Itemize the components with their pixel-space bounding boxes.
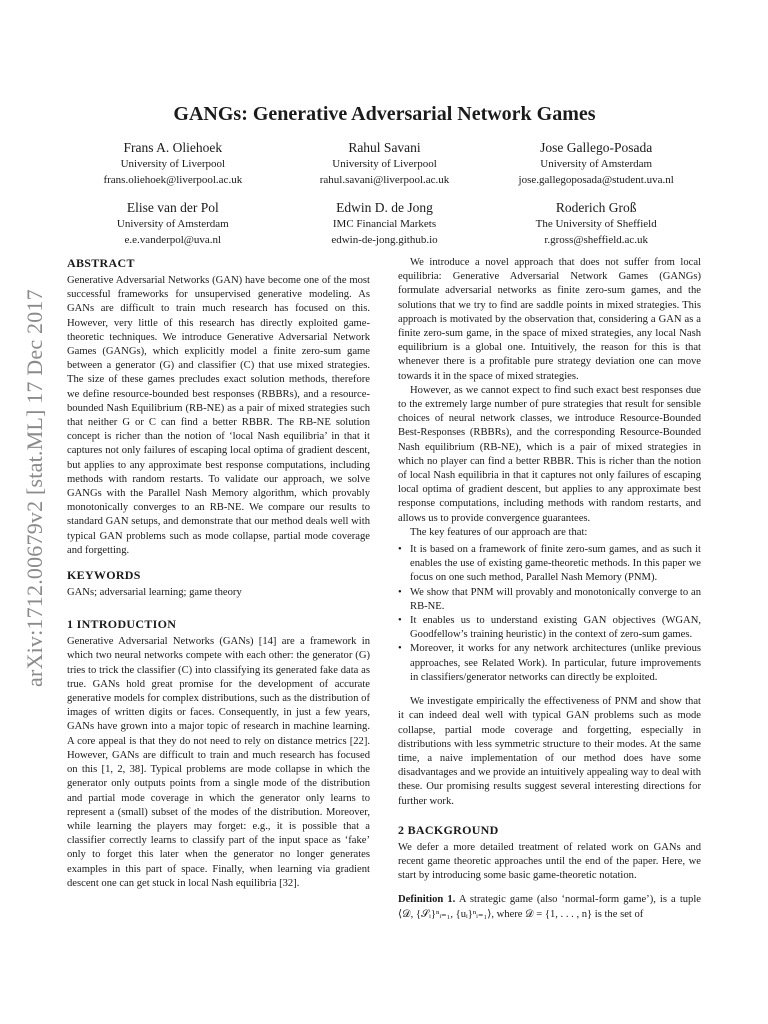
abstract-text: Generative Adversarial Networks (GAN) have become one of the most successful frameworks for unsupervised generative modeling. As GANs are difficult to train much research has focused on this. However, very little of this research has directly exploited game-theoretic techniques. We introduce Generative Adversarial Network Games (GANGs), which explicitly model a finite zero-sum game between a generator (G) and classifier (C) that use mixed strategies. The size of these games precludes exact solution methods, therefore we define resource-bounded best responses (RBBRs), and a resource-bounded Nash Equilibrium (RB-NE) as a pair of mixed strategies such that neither G or C can find a better RBBR. The RB-NE solution concept is richer than the notion of ‘local Nash equilibria’ in that it captures not only failures of escaping local optima of gradient descent, but applies to any approximate best response computations, including methods with random restarts. To validate our approach, we solve GANGs with the Parallel Nash Memory algorithm, which provably monotonically converges to an RB-NE. We compare our results to standard GAN setups, and demonstrate that our method deals well with typical GAN problems such as mode collapse, partial mode coverage and forgetting. — [67, 275, 370, 556]
bullet-icon: • — [398, 544, 402, 556]
bullet-icon: • — [398, 615, 402, 627]
list-item-text: We show that PNM will provably and monotonically converge to an RB-NE. — [410, 586, 701, 612]
key-features-list — [398, 543, 701, 685]
list-item — [398, 586, 701, 614]
intro-paragraph: We introduce a novel approach that does not suffer from local equilibria: Generative Adversarial Network Games (GANGs) formulate adversarial networks as finite zero-sum games, and the solutions that we try to find are saddle points in mixed strategies. This approach is motivated by the observation that, considering a GAN as a finite zero-sum game, in the space of mixed strategies, any local Nash equilibrium is a global one. Intuitively, the reason for this is that whenever there is a profitable pure strategy deviation one can move towards it in the space of mixed strategies. — [398, 257, 701, 382]
arxiv-identifier: arXiv:1712.00679v2 [stat.ML] 17 Dec 2017 — [22, 289, 47, 687]
author-affiliation: University of Liverpool — [120, 158, 226, 170]
author-affiliation: University of Liverpool — [332, 158, 437, 170]
author-website[interactable]: edwin-de-jong.github.io — [331, 233, 438, 246]
bullet-icon: • — [398, 643, 402, 655]
author-name: Edwin D. de Jong — [336, 200, 433, 215]
list-item-text: Moreover, it works for any network architectures (unlike previous approaches, see Related Work). In particular, future improvements in classifiers/generator networks can directly be exploited. — [410, 643, 701, 683]
author-email[interactable]: jose.gallegoposada@student.uva.nl — [518, 173, 674, 186]
introduction-heading: 1 INTRODUCTION — [67, 617, 177, 632]
author-name: Jose Gallego-Posada — [540, 140, 653, 155]
author-affiliation: The University of Sheffield — [535, 218, 657, 230]
definition-text: A strategic game (also ‘normal-form game’), is a tuple ⟨𝒟, {𝒮ᵢ}ⁿᵢ₌₁, {uᵢ}ⁿᵢ₌₁⟩, where 𝒟 = {1, . . . , n} is the set of — [398, 894, 701, 920]
intro-paragraph: However, as we cannot expect to find such exact best responses due to the extremely large number of pure strategies that result for sensible choices of neural network classes, we introduce Resource-Bounded Best-Responses (RBBRs), and the corresponding Resource-Bounded Nash equilibrium (RB-NE), which is a pair of mixed strategies in which no player can find a better RBBR. This is richer than the notion of local Nash equilibria in that it captures not only failures of escaping local optima of gradient descent, but applies to any approximate best response computations, including methods with random restarts, and allows us to provide convergence guarantees. — [398, 384, 701, 524]
author-name: Elise van der Pol — [126, 200, 219, 215]
author-affiliation: IMC Financial Markets — [332, 218, 437, 230]
list-item — [398, 642, 701, 685]
definition-label: Definition 1. — [398, 894, 456, 906]
author-affiliation: University of Amsterdam — [116, 218, 229, 230]
author-block — [67, 199, 279, 248]
author-block — [490, 139, 702, 188]
paper-title: GANGs: Generative Adversarial Network Games — [173, 103, 596, 125]
author-block — [279, 139, 491, 188]
keywords-text: GANs; adversarial learning; game theory — [67, 587, 242, 599]
author-email[interactable]: frans.oliehoek@liverpool.ac.uk — [103, 173, 243, 186]
introduction-text: Generative Adversarial Networks (GANs) [14] are a framework in which two neural networks compete with each other: the generator (G) tries to trick the classifier (C) into classifying its generated fake data as true. GANs hold great promise for the development of accurate generative models for complex distributions, such as the distribution of images of written digits or faces. Consequently, in just a few years, GANs have grown into a major topic of research in machine learning. A core appeal is that they do not need to rely on distance metrics [22]. However, GANs are difficult to train and much research has focused on this [1, 2, 38]. Typical problems are mode collapse in which the generator only outputs points from a single mode of the distribution and partial mode coverage in which the generator only learns to represent a (small) subset of the modes of the distribution. Moreover, while learning the players may forget: e.g., it is possible that a classifier correctly learns to classify part of the input space as ‘fake’ only to forget this later when the generator no longer generates examples in this part of space. Finally, when learning via gradient descent one can get stuck in local Nash equilibria [32]. — [67, 636, 370, 889]
author-email[interactable]: rahul.savani@liverpool.ac.uk — [319, 173, 450, 186]
bullet-icon: • — [398, 586, 402, 598]
author-row-2 — [67, 199, 702, 248]
author-affiliation: University of Amsterdam — [540, 158, 653, 170]
background-text: We defer a more detailed treatment of related work on GANs and recent game theoretic approaches until the end of the paper. Here, we start by introducing some basic game-theoretic notation. — [398, 841, 701, 882]
keywords-heading: KEYWORDS — [67, 568, 141, 583]
right-column — [398, 256, 701, 922]
results-paragraph: We investigate empirically the effectiveness of PNM and show that it can indeed deal well with typical GAN problems such as mode collapse, partial mode coverage and forgetting, especially in distributions with less symmetric structure to their modes. At the same time, a naive implementation of our method does have some disadvantages and we provide an intuitively appealing way to deal with these. Our promising results suggest several interesting directions for further work. — [398, 696, 702, 807]
author-email[interactable]: r.gross@sheffield.ac.uk — [544, 233, 649, 246]
author-name: Roderich Groß — [555, 200, 637, 215]
list-item-text: It is based on a framework of finite zero-sum games, and as such it enables the use of existing game-theoretic methods. In this paper we focus on one such method, Parallel Nash Memory (PNM). — [410, 544, 701, 584]
left-column — [67, 256, 370, 891]
list-item — [398, 543, 701, 586]
author-name: Rahul Savani — [348, 140, 421, 155]
author-row-1 — [67, 139, 702, 188]
author-block — [490, 199, 702, 248]
author-name: Frans A. Oliehoek — [123, 140, 223, 155]
list-item — [398, 614, 701, 642]
author-email[interactable]: e.e.vanderpol@uva.nl — [124, 233, 222, 246]
features-lead: The key features of our approach are that: — [410, 526, 588, 538]
author-block — [279, 199, 491, 248]
abstract-heading: ABSTRACT — [67, 256, 135, 270]
author-block — [67, 139, 279, 188]
definition-paragraph — [398, 893, 701, 921]
list-item-text: It enables us to understand existing GAN objectives (WGAN, Goodfellow’s training heuristic) in the context of zero-sum games. — [410, 615, 701, 641]
background-heading: 2 BACKGROUND — [398, 822, 499, 837]
